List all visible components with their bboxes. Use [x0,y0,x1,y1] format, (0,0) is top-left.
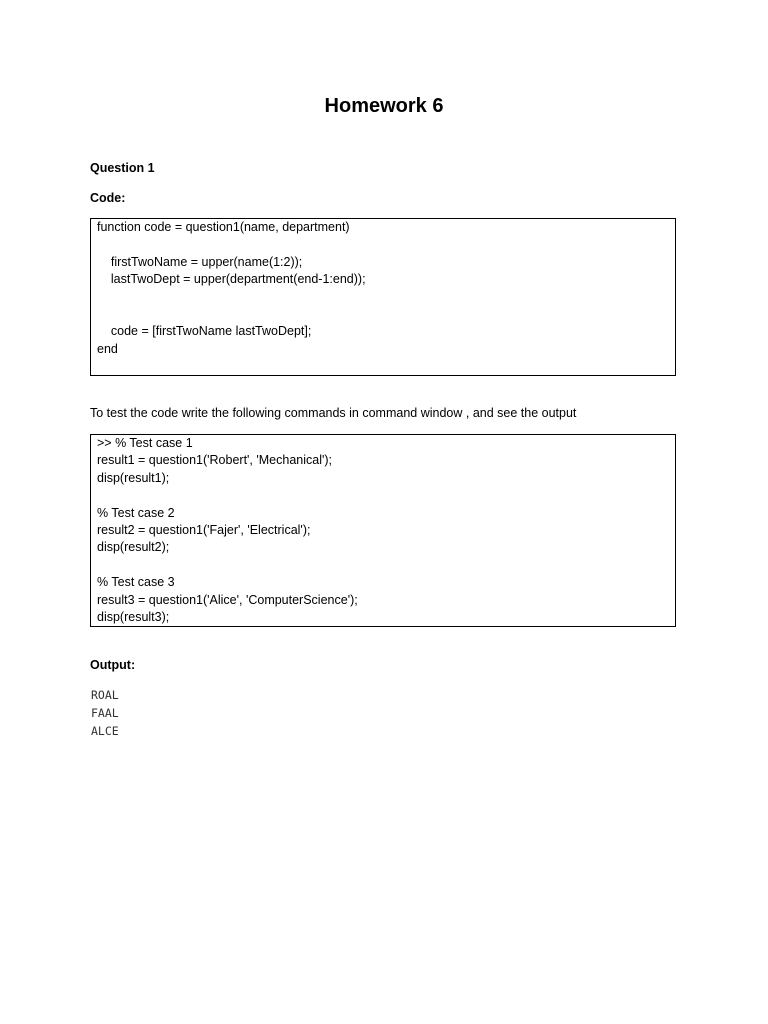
test-line: result2 = question1('Fajer', 'Electrical'); [97,522,311,537]
test-commands-box [90,434,676,627]
output-line: FAAL [91,706,119,720]
document-title: Homework 6 [324,95,444,117]
code-line: firstTwoName = upper(name(1:2)); [97,254,303,269]
test-line: disp(result3); [97,609,170,624]
output-heading: Output: [90,658,136,672]
test-line: % Test case 2 [97,505,175,520]
test-line: result3 = question1('Alice', 'ComputerScience'); [97,592,358,607]
code-line [97,306,669,323]
test-line [97,557,669,574]
instruction-text: To test the code write the following commands in command window , and see the output [90,406,577,420]
output-line: ROAL [91,688,119,702]
code-box [90,218,676,376]
code-heading: Code: [90,191,126,205]
question-heading: Question 1 [90,161,155,175]
code-line: code = [firstTwoName lastTwoDept]; [97,324,312,339]
code-line [97,289,669,306]
output-block [91,686,119,740]
test-line: disp(result1); [97,470,170,485]
code-line: lastTwoDept = upper(department(end-1:end)); [97,272,366,287]
test-line: >> % Test case 1 [97,436,193,450]
code-line [97,236,669,253]
test-line: result1 = question1('Robert', 'Mechanical'); [97,453,333,468]
output-line: ALCE [91,724,119,738]
test-line: % Test case 3 [97,575,175,590]
test-line: disp(result2); [97,540,170,555]
code-line: end [97,341,118,356]
code-line: function code = question1(name, department) [97,220,350,234]
test-line [97,487,669,504]
